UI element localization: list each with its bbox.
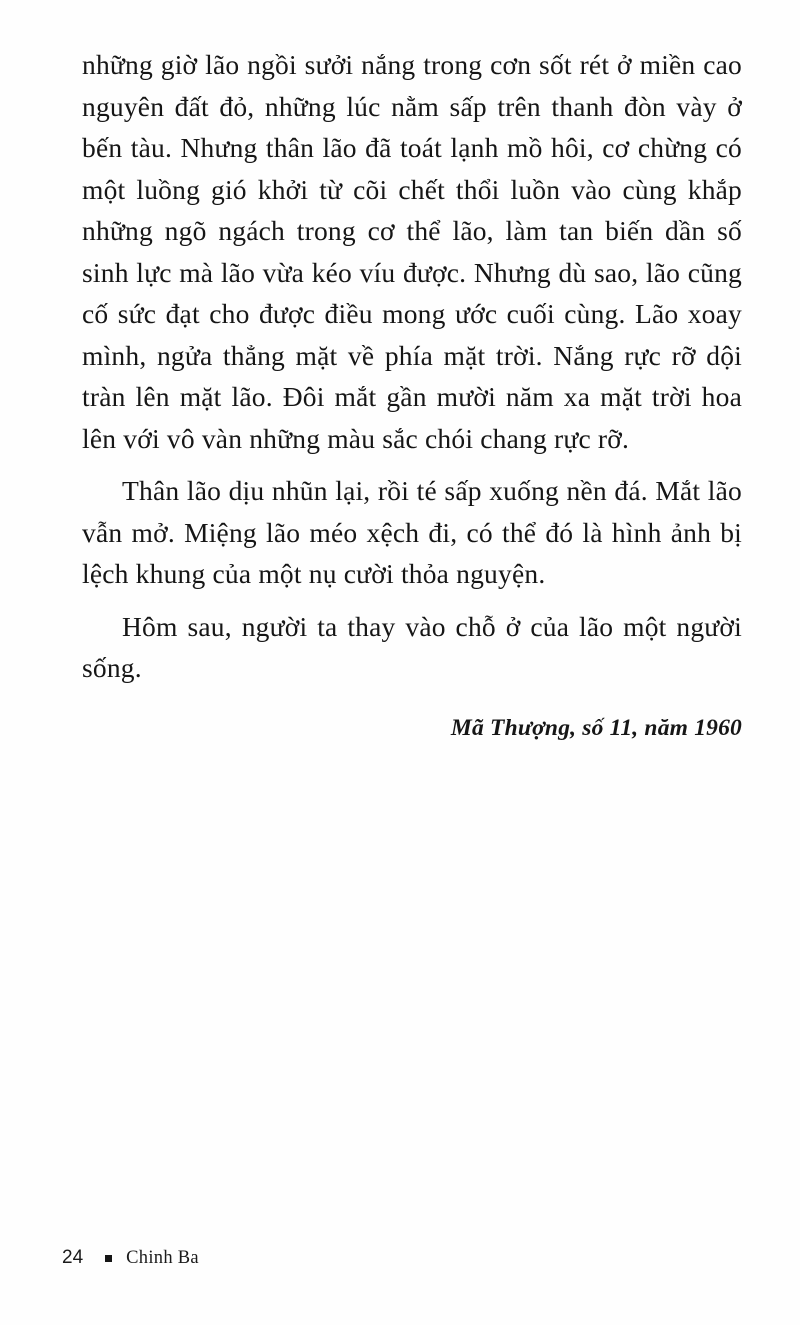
page-body-text [82,44,742,742]
page-footer [62,1247,199,1269]
attribution-line: Mã Thượng, số 11, năm 1960 [450,714,742,741]
body-paragraph: Thân lão dịu nhũn lại, rồi té sấp xuống nền đá. Mắt lão vẫn mở. Miệng lão méo xệch đi, có thể đó là hình ảnh bị lệch khung của một nụ cười thỏa nguyện. [82,475,742,589]
body-paragraph: Hôm sau, người ta thay vào chỗ ở của lão một người sống. [82,610,742,683]
body-paragraph: những giờ lão ngồi sưởi nắng trong cơn sốt rét ở miền cao nguyên đất đỏ, những lúc nằm sấp trên thanh đòn vày ở bến tàu. Nhưng thân lão đã toát lạnh mồ hôi, cơ chừng có một luồng gió khởi từ cõi chết thổi luồn vào cùng khắp những ngõ ngách trong cơ thể lão, làm tan biến dần số sinh lực mà lão vừa kéo víu được. Nhưng dù sao, lão cũng cố sức đạt cho được điều mong ước cuối cùng. Lão xoay mình, ngửa thẳng mặt về phía mặt trời. Nắng rực rỡ dội tràn lên mặt lão. Đôi mắt gần mười năm xa mặt trời hoa lên với vô vàn những màu sắc chói chang rực rỡ. [82,49,742,454]
running-title: Chinh Ba [126,1247,199,1268]
square-bullet-icon [105,1255,112,1262]
page-number: 24 [62,1247,84,1268]
